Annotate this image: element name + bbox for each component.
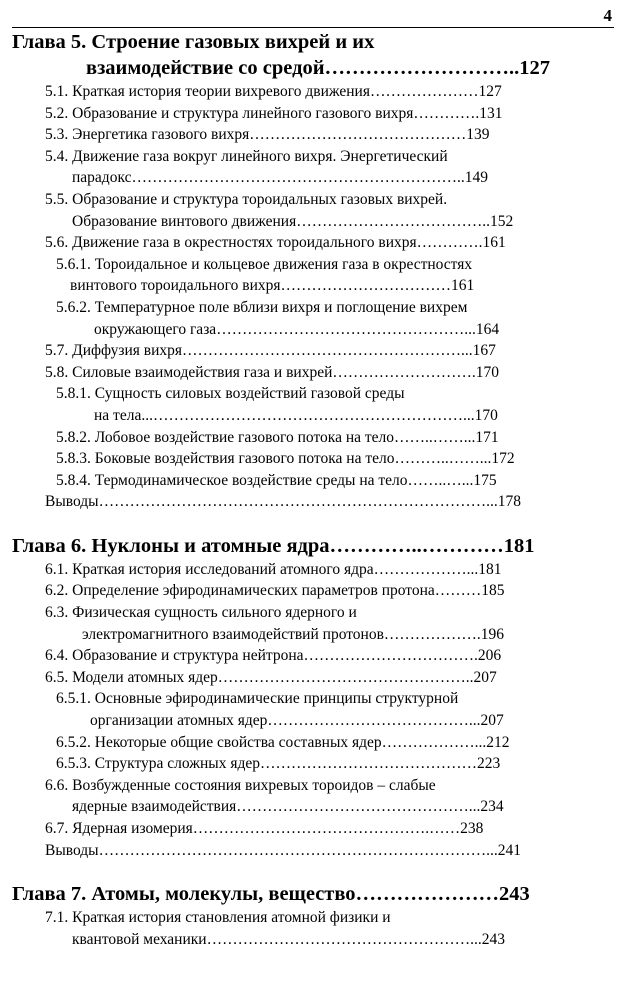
toc-entry-line: 6.3. Физическая сущность сильного ядерного и (45, 604, 357, 622)
chapter-heading: Глава 7. Атомы, молекулы, вещество…………………243 (12, 883, 530, 906)
toc-entry-line: 5.7. Диффузия вихря………………………………………………...167 (45, 342, 496, 360)
chapter-heading: Глава 6. Нуклоны и атомные ядра…………..…………181 (12, 534, 535, 557)
toc-entry-line: 5.2. Образование и структура линейного газового вихря………….131 (45, 104, 503, 122)
toc-entry-line: 5.4. Движение газа вокруг линейного вихря. Энергетический (45, 147, 448, 165)
toc-entry (12, 602, 612, 645)
toc-entry (12, 818, 612, 840)
toc-entry (12, 340, 612, 362)
toc-entry-line: 5.8.1. Сущность силовых воздействий газовой среды (56, 385, 405, 403)
chapter-section (12, 881, 612, 950)
toc-entry-line: окружающего газа…………………………………………...164 (94, 320, 500, 338)
toc-entry-line: организации атомных ядер…………………………………...207 (90, 712, 504, 730)
chapter-heading: Глава 5. Строение газовых вихрей и их (12, 31, 375, 53)
page-number: 4 (603, 6, 612, 25)
toc-entry-line: 5.6. Движение газа в окрестностях тороидального вихря………….161 (45, 234, 506, 252)
toc-entry-line: 5.5. Образование и структура тороидальных газовых вихрей. (45, 190, 448, 208)
toc-entry-line: Образование винтового движения………………………………..152 (72, 212, 514, 230)
toc-entry-line: на тела...……………………………………………………...170 (94, 406, 498, 424)
toc-entry-line: 6.1. Краткая история исследований атомного ядра………………...181 (45, 560, 502, 578)
toc-entry-line: 5.8. Силовые взаимодействия газа и вихрей……………………….170 (45, 363, 499, 381)
toc-entry (12, 753, 612, 775)
toc-entry-line: 6.5.3. Структура сложных ядер……………………………………223 (56, 755, 501, 773)
toc-entry-line: 7.1. Краткая история становления атомной физики и (45, 909, 391, 927)
toc-entry (12, 448, 612, 470)
toc-entry-line: 6.4. Образование и структура нейтрона…………………………….206 (45, 647, 502, 665)
toc-entry (12, 645, 612, 667)
toc-entry-line: 5.3. Энергетика газового вихря……………………………………139 (45, 126, 490, 144)
toc-entry (12, 427, 612, 449)
toc-entry (12, 688, 612, 731)
toc-entry-line: 5.1. Краткая история теории вихревого движения…………………127 (45, 83, 502, 100)
toc-entry (12, 580, 612, 602)
toc-entry-line: Выводы…………………………………………………………………...178 (45, 493, 521, 511)
toc-entry (12, 146, 612, 189)
toc-entry (12, 103, 612, 125)
toc-entry-line: парадокс………………………………………………………..149 (72, 169, 488, 187)
table-of-contents (12, 29, 612, 950)
toc-entry-line: 6.5. Модели атомных ядер…………………………………………..207 (45, 668, 497, 686)
toc-entry-line: винтового тороидального вихря……………………………161 (70, 277, 475, 295)
toc-entry (12, 362, 612, 384)
toc-entry-line: электромагнитного взаимодействий протонов……………….196 (82, 625, 505, 643)
toc-entry-line: 5.8.4. Термодинамическое воздействие среды на тело……..…...175 (56, 471, 497, 489)
toc-entry (12, 775, 612, 818)
toc-entry (12, 907, 612, 950)
toc-entry (12, 81, 612, 103)
toc-entry (12, 124, 612, 146)
toc-entry-line: 6.2. Определение эфиродинамических параметров протона………185 (45, 582, 505, 600)
toc-entry-line: 6.7. Ядерная изомерия……………………………………….……238 (45, 820, 484, 837)
toc-entry (12, 189, 612, 232)
toc-entry (12, 297, 612, 340)
toc-entry (12, 559, 612, 581)
toc-entry (12, 840, 612, 862)
toc-entry-line: 5.8.2. Лобовое воздействие газового потока на тело……..……...171 (56, 428, 499, 446)
toc-entry (12, 667, 612, 689)
toc-entry (12, 732, 612, 754)
chapter-section (12, 29, 612, 513)
toc-entry-line: Выводы…………………………………………………………………...241 (45, 841, 521, 859)
toc-entry (12, 254, 612, 297)
toc-entry (12, 232, 612, 254)
toc-entry (12, 470, 612, 492)
toc-entry-line: 5.6.1. Тороидальное и кольцевое движения газа в окрестностях (56, 255, 473, 273)
toc-entry-line: 6.5.2. Некоторые общие свойства составных ядер………………...212 (56, 733, 510, 751)
toc-entry-line: 5.6.2. Температурное поле вблизи вихря и поглощение вихрем (56, 298, 468, 316)
toc-entry-line: 6.6. Возбужденные состояния вихревых тороидов – слабые (45, 776, 436, 794)
toc-entry-line: 5.8.3. Боковые воздействия газового потока на тело………..……...172 (56, 450, 515, 468)
chapter-heading: взаимодействие со средой………………………..127 (86, 57, 551, 79)
toc-entry-line: ядерные взаимодействия………………………………………...234 (72, 798, 504, 816)
toc-entry-line: квантовой механики……………………………………………...243 (72, 930, 505, 948)
header-rule (12, 27, 614, 28)
chapter-section (12, 533, 612, 861)
toc-entry-line: 6.5.1. Основные эфиродинамические принципы структурной (56, 690, 459, 708)
toc-entry (12, 491, 612, 513)
toc-entry (12, 383, 612, 426)
